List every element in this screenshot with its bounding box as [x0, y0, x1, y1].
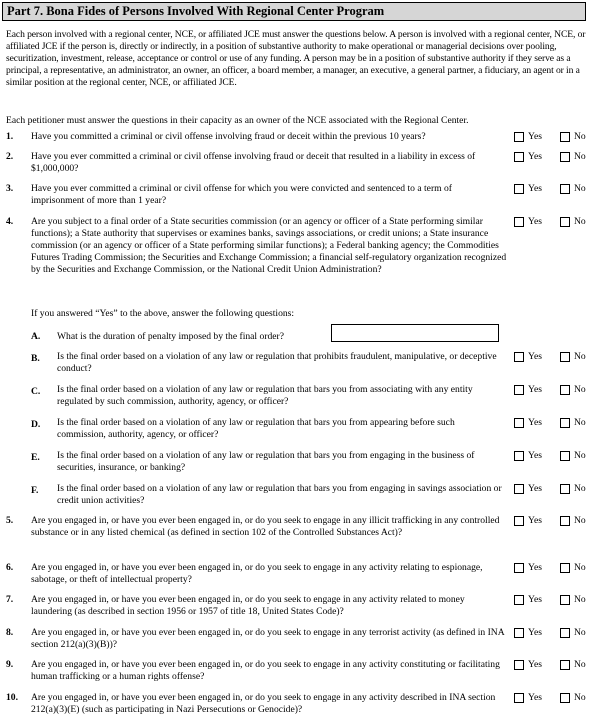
subquestion-c-letter: C.	[31, 386, 41, 397]
question-3-no-checkbox[interactable]	[560, 184, 570, 194]
question-4-text: Are you subject to a final order of a State securities commission (or an agency or officer of a State performing similar functions); a State authority that supervises or examines banks, savings associations, or credit unions; a State insurance commission (or an agency or officer of a State performing similar functions); a Federal banking agency; the Commodities Futures Trading Commission; the Securities and Exchange Commission; a financial self-regulatory organization recognized by the Securities and Exchange Commission, or the National Credit Union Administration?	[31, 216, 507, 275]
question-3-yes-checkbox[interactable]	[514, 184, 524, 194]
subquestion-f-letter: F.	[31, 485, 39, 496]
question-9-yes-label: Yes	[528, 659, 542, 670]
subquestion-e-yes-checkbox[interactable]	[514, 451, 524, 461]
question-7-yes-label: Yes	[528, 594, 542, 605]
subquestion-d-yes-label: Yes	[528, 417, 542, 428]
question-9-text: Are you engaged in, or have you ever been engaged in, or do you seek to engage in any activity constituting or facilitating human trafficking or a human rights offense?	[31, 659, 500, 682]
subquestion-e-letter: E.	[31, 452, 40, 463]
question-2-yes-checkbox[interactable]	[514, 152, 524, 162]
part-7-header: Part 7. Bona Fides of Persons Involved With Regional Center Program	[2, 2, 586, 21]
subquestion-b-no-label: No	[574, 351, 586, 362]
subquestion-b-letter: B.	[31, 353, 40, 364]
subquestion-e-no-checkbox[interactable]	[560, 451, 570, 461]
question-6-yes-label: Yes	[528, 562, 542, 573]
question-2-yes-label: Yes	[528, 151, 542, 162]
question-8-yes-checkbox[interactable]	[514, 628, 524, 638]
subquestion-b-text: Is the final order based on a violation of any law or regulation that prohibits fraudulent, manipulative, or deceptive conduct?	[57, 351, 497, 374]
subquestion-b-yes-checkbox[interactable]	[514, 352, 524, 362]
question-7-yes-checkbox[interactable]	[514, 595, 524, 605]
subquestion-c-yes-checkbox[interactable]	[514, 385, 524, 395]
question-6-no-label: No	[574, 562, 586, 573]
subquestion-f-yes-label: Yes	[528, 483, 542, 494]
question-3-number: 3.	[6, 183, 14, 194]
question-5-text: Are you engaged in, or have you ever been engaged in, or do you seek to engage in any illicit trafficking in any controlled substance or in any listed chemical (as defined in section 102 of the Controlled Substances Act)?	[31, 515, 500, 538]
subquestion-c-yes-label: Yes	[528, 384, 542, 395]
question-1-yes-checkbox[interactable]	[514, 132, 524, 142]
question-1-no-checkbox[interactable]	[560, 132, 570, 142]
question-8-no-checkbox[interactable]	[560, 628, 570, 638]
subquestion-f-no-checkbox[interactable]	[560, 484, 570, 494]
subquestion-a-letter: A.	[31, 331, 41, 342]
intro-paragraph: Each person involved with a regional center, NCE, or affiliated JCE must answer the questions below. A person is involved with a regional center, NCE, or affiliated JCE if the person is, directly or indirectly, in a position of substantive authority to make operational or managerial decisions over pooling, securitization, investment, release, acceptance or control or use of any funding. A person may be in a position of substantive authority if they serve as a principal, a representative, an administrator, an owner, an officer, a board member, a manager, an executive, a general partner, a fiduciary, an agent or in a similar position at the regional center, NCE, or affiliated JCE.	[6, 29, 586, 88]
subquestion-d-no-checkbox[interactable]	[560, 418, 570, 428]
subquestion-f-no-label: No	[574, 483, 586, 494]
penalty-duration-input[interactable]	[331, 324, 499, 342]
subquestion-d-no-label: No	[574, 417, 586, 428]
question-2-number: 2.	[6, 151, 14, 162]
question-4-number: 4.	[6, 216, 14, 227]
question-5-yes-checkbox[interactable]	[514, 516, 524, 526]
question-1-number: 1.	[6, 131, 14, 142]
question-6-number: 6.	[6, 562, 14, 573]
petitioner-note: Each petitioner must answer the questions in their capacity as an owner of the NCE associated with the Regional Center.	[6, 115, 469, 126]
subquestion-d-text: Is the final order based on a violation of any law or regulation that bars you from appearing before such commission, authority, agency, or officer?	[57, 417, 455, 440]
if-yes-prompt: If you answered “Yes” to the above, answer the following questions:	[31, 308, 295, 319]
question-8-yes-label: Yes	[528, 627, 542, 638]
question-2-no-label: No	[574, 151, 586, 162]
question-10-no-label: No	[574, 692, 586, 703]
question-1-text: Have you committed a criminal or civil offense involving fraud or deceit within the previous 10 years?	[31, 131, 426, 142]
question-5-no-label: No	[574, 515, 586, 526]
question-10-yes-checkbox[interactable]	[514, 693, 524, 703]
subquestion-e-yes-label: Yes	[528, 450, 542, 461]
subquestion-b-no-checkbox[interactable]	[560, 352, 570, 362]
question-10-yes-label: Yes	[528, 692, 542, 703]
question-1-yes-label: Yes	[528, 131, 542, 142]
question-5-yes-label: Yes	[528, 515, 542, 526]
question-9-yes-checkbox[interactable]	[514, 660, 524, 670]
subquestion-c-text: Is the final order based on a violation of any law or regulation that bars you from associating with any entity regulated by such commission, authority, agency, or officer?	[57, 384, 473, 407]
question-4-no-checkbox[interactable]	[560, 217, 570, 227]
question-10-text: Are you engaged in, or have you ever been engaged in, or do you seek to engage in any activity described in INA section 212(a)(3)(E) (such as participating in Nazi Persecutions or Genocide)?	[31, 692, 496, 715]
subquestion-c-no-label: No	[574, 384, 586, 395]
question-9-no-checkbox[interactable]	[560, 660, 570, 670]
question-6-no-checkbox[interactable]	[560, 563, 570, 573]
question-7-number: 7.	[6, 594, 14, 605]
subquestion-e-text: Is the final order based on a violation of any law or regulation that bars you from engaging in the business of securities, insurance, or banking?	[57, 450, 475, 473]
subquestion-b-yes-label: Yes	[528, 351, 542, 362]
subquestion-d-letter: D.	[31, 419, 41, 430]
subquestion-f-text: Is the final order based on a violation of any law or regulation that bars you from engaging in savings association or credit union activities?	[57, 483, 502, 506]
question-2-text: Have you ever committed a criminal or civil offense involving fraud or deceit that resulted in a liability in excess of $1,000,000?	[31, 151, 476, 174]
question-7-no-label: No	[574, 594, 586, 605]
question-7-no-checkbox[interactable]	[560, 595, 570, 605]
subquestion-d-yes-checkbox[interactable]	[514, 418, 524, 428]
question-6-yes-checkbox[interactable]	[514, 563, 524, 573]
question-10-no-checkbox[interactable]	[560, 693, 570, 703]
question-5-number: 5.	[6, 515, 14, 526]
question-1-no-label: No	[574, 131, 586, 142]
question-8-text: Are you engaged in, or have you ever been engaged in, or do you seek to engage in any terrorist activity (as defined in INA section 212(a)(3)(B))?	[31, 627, 505, 650]
subquestion-a-text: What is the duration of penalty imposed by the final order?	[57, 331, 284, 342]
question-10-number: 10.	[6, 692, 18, 703]
question-3-no-label: No	[574, 183, 586, 194]
question-2-no-checkbox[interactable]	[560, 152, 570, 162]
question-3-text: Have you ever committed a criminal or civil offense for which you were convicted and sentenced to a term of imprisonment of more than 1 year?	[31, 183, 452, 206]
subquestion-e-no-label: No	[574, 450, 586, 461]
question-4-no-label: No	[574, 216, 586, 227]
question-8-no-label: No	[574, 627, 586, 638]
question-9-no-label: No	[574, 659, 586, 670]
question-3-yes-label: Yes	[528, 183, 542, 194]
question-7-text: Are you engaged in, or have you ever been engaged in, or do you seek to engage in any activity related to money laundering (as described in section 1956 or 1957 of title 18, United States Code)?	[31, 594, 465, 617]
question-8-number: 8.	[6, 627, 14, 638]
question-4-yes-label: Yes	[528, 216, 542, 227]
subquestion-f-yes-checkbox[interactable]	[514, 484, 524, 494]
question-6-text: Are you engaged in, or have you ever been engaged in, or do you seek to engage in any activity relating to espionage, sabotage, or theft of intellectual property?	[31, 562, 483, 585]
question-4-yes-checkbox[interactable]	[514, 217, 524, 227]
subquestion-c-no-checkbox[interactable]	[560, 385, 570, 395]
question-9-number: 9.	[6, 659, 14, 670]
question-5-no-checkbox[interactable]	[560, 516, 570, 526]
